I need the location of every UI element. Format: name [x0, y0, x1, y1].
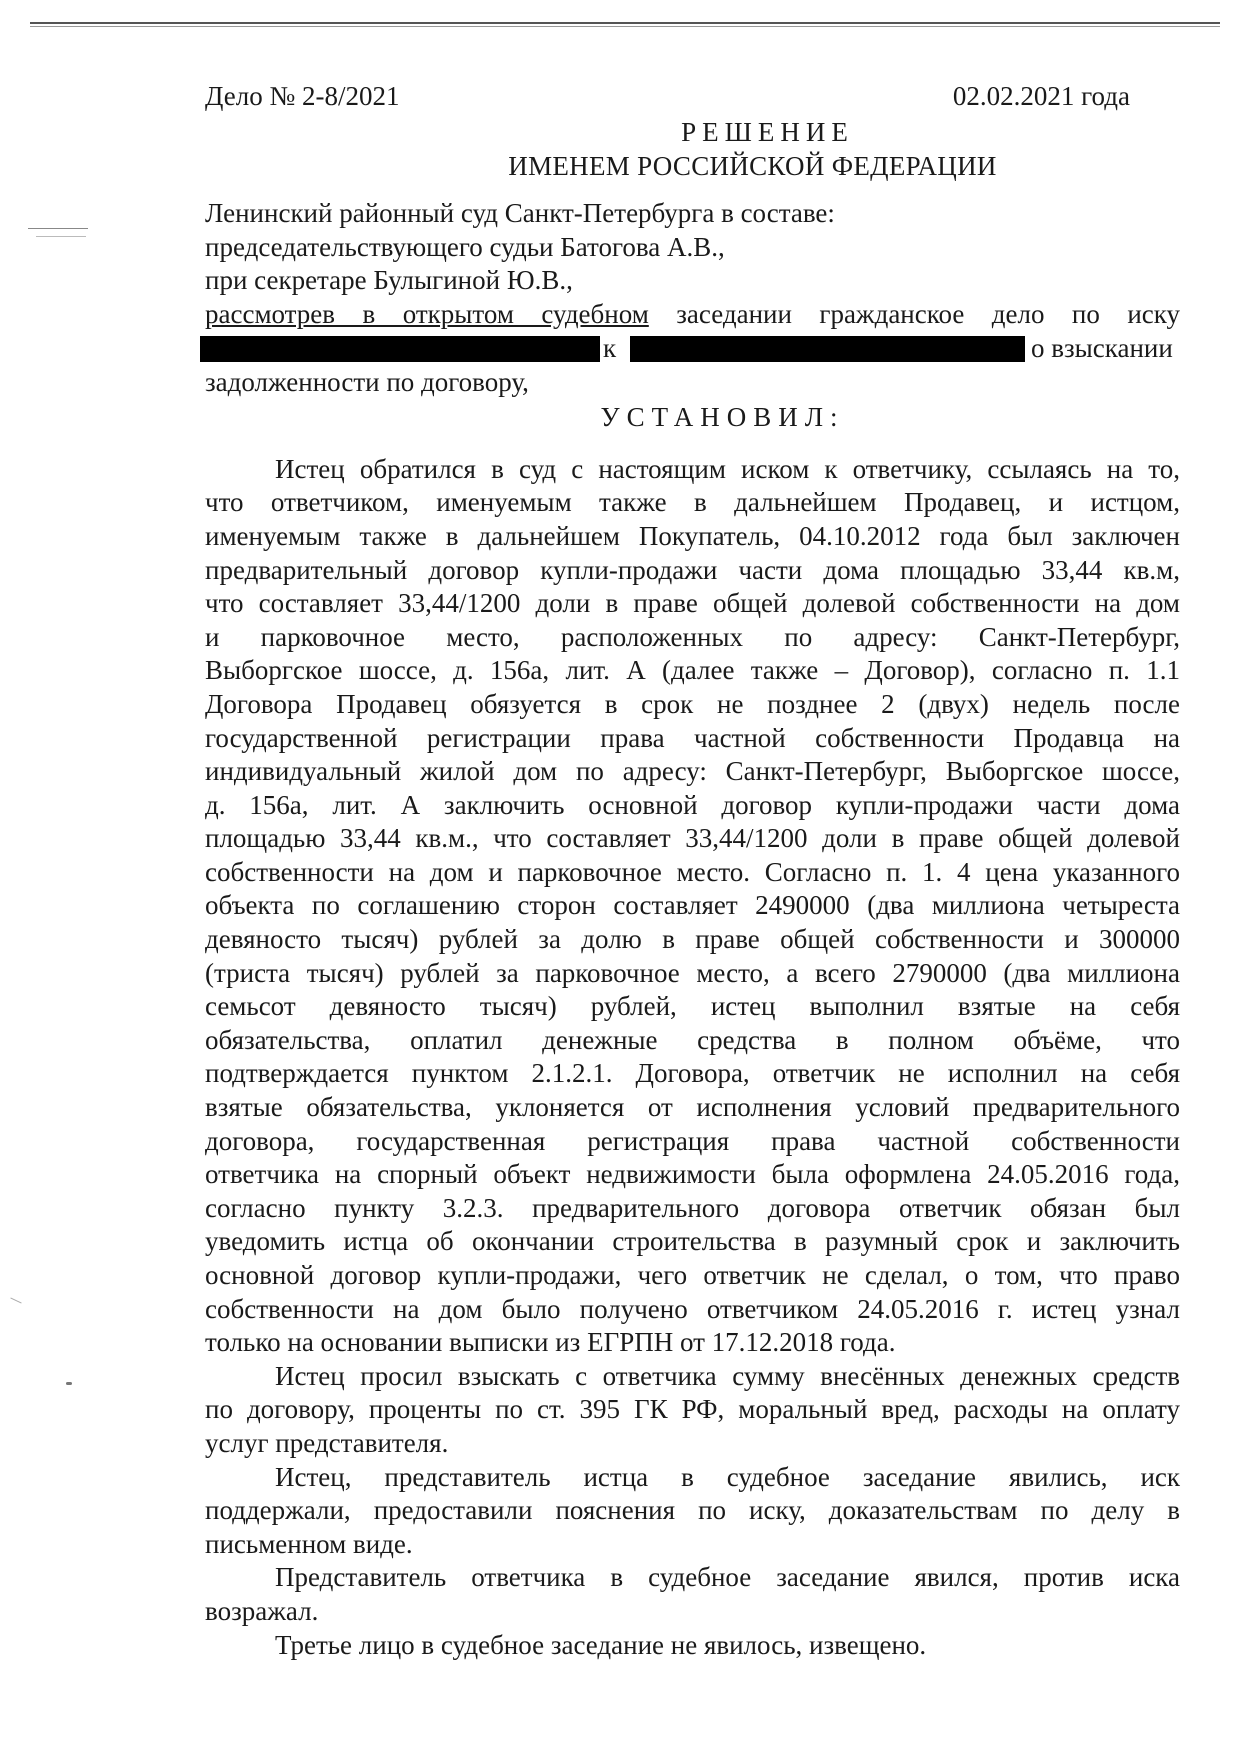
paragraph-line: согласно пункту 3.2.3. предварительного договора ответчик обязан был	[205, 1192, 1180, 1223]
judge-line: председательствующего судьи Батогова А.В.,	[205, 231, 725, 262]
parties-line	[205, 332, 1180, 366]
paragraph-line: Истец обратился в суд с настоящим иском к ответчику, ссылаясь на то,	[275, 453, 1180, 484]
paragraph-line: площадью 33,44 кв.м., что составляет 33,44/1200 доли в праве общей долевой	[205, 823, 1180, 854]
body-paragraph	[205, 1629, 1180, 1663]
document-subtitle: ИМЕНЕМ РОССИЙСКОЙ ФЕДЕРАЦИИ	[508, 150, 997, 181]
paragraph-line: и парковочное место, расположенных по адресу: Санкт-Петербург,	[205, 621, 1180, 652]
scan-edge-line-secondary	[30, 26, 1220, 27]
considered-line	[205, 298, 1180, 332]
paragraph-line: что ответчиком, именуемым также в дальнейшем Продавец, и истцом,	[205, 487, 1180, 518]
paragraph-line: Истец, представитель истца в судебное заседание явились, иск	[275, 1461, 1180, 1492]
body-paragraph	[205, 453, 1180, 1360]
parties-connector: к	[603, 332, 617, 363]
paragraph-line: собственности на дом было получено ответчиком 24.05.2016 г. истец узнал	[205, 1293, 1180, 1324]
body-paragraph	[205, 1561, 1180, 1628]
paragraph-line: что составляет 33,44/1200 доли в праве общей долевой собственности на дом	[205, 588, 1180, 619]
margin-mark	[28, 228, 88, 229]
paragraph-line: индивидуальный жилой дом по адресу: Санкт-Петербург, Выборгское шоссе,	[205, 756, 1180, 787]
intro-block	[205, 197, 1180, 399]
redaction-box-defendant	[630, 336, 1025, 362]
paragraph-line: собственности на дом и парковочное место. Согласно п. 1. 4 цена указанного	[205, 856, 1180, 887]
case-number: Дело № 2-8/2021	[205, 81, 400, 111]
paragraph-line: только на основании выписки из ЕГРПН от 17.12.2018 года.	[205, 1327, 896, 1358]
redaction-box-plaintiff	[200, 336, 600, 362]
paragraph-line: девяносто тысяч) рублей за долю в праве общей собственности и 300000	[205, 924, 1180, 955]
paragraph-line: договора, государственная регистрация права частной собственности	[205, 1125, 1180, 1156]
considered-text: рассмотрев в открытом судебном заседании гражданское дело по иску	[205, 298, 1180, 329]
paragraph-line: письменном виде.	[205, 1528, 413, 1559]
paragraph-line: Представитель ответчика в судебное заседание явился, против иска	[275, 1562, 1180, 1593]
decision-date: 02.02.2021 года	[952, 81, 1130, 111]
paragraph-line: основной договор купли-продажи, чего ответчик не сделал, о том, что право	[205, 1260, 1180, 1290]
paragraph-line: подтверждается пунктом 2.1.2.1. Договора, ответчик не исполнил на себя	[205, 1058, 1180, 1089]
scan-edge-line	[30, 22, 1220, 24]
paragraph-line: по договору, проценты по ст. 395 ГК РФ, моральный вред, расходы на оплату	[205, 1394, 1180, 1425]
paragraph-line: Договора Продавец обязуется в срок не позднее 2 (двух) недель после	[205, 688, 1180, 719]
document-page	[205, 80, 1180, 1662]
paragraph-line: объекта по соглашению сторон составляет 2490000 (два миллиона четыреста	[205, 890, 1180, 921]
body-paragraphs	[205, 453, 1180, 1662]
paragraph-line: д. 156а, лит. А заключить основной договор купли-продажи части дома	[205, 789, 1180, 820]
paragraph-line: Третье лицо в судебное заседание не явилось, извещено.	[275, 1629, 927, 1660]
paragraph-line: (триста тысяч) рублей за парковочное место, а всего 2790000 (два миллиона	[205, 957, 1180, 988]
paragraph-line: взятые обязательства, уклоняется от исполнения условий предварительного	[205, 1092, 1180, 1123]
paragraph-line: Истец просил взыскать с ответчика сумму внесённых денежных средств	[275, 1360, 1180, 1391]
paragraph-line: ответчика на спорный объект недвижимости была оформлена 24.05.2016 года,	[205, 1159, 1180, 1190]
body-paragraph	[205, 1461, 1180, 1562]
paragraph-line: обязательства, оплатил денежные средства в полном объёме, что	[205, 1024, 1180, 1055]
paragraph-line: Выборгское шоссе, д. 156а, лит. А (далее также – Договор), согласно п. 1.1	[205, 655, 1180, 686]
margin-mark	[36, 236, 86, 237]
margin-mark	[10, 1298, 21, 1304]
established-heading: УСТАНОВИЛ:	[600, 402, 845, 433]
paragraph-line: государственной регистрации права частной собственности Продавца на	[205, 722, 1180, 753]
paragraph-line: предварительный договор купли-продажи части дома площадью 33,44 кв.м,	[205, 554, 1180, 585]
document-header	[205, 80, 1180, 116]
paragraph-line: уведомить истца об окончании строительства в разумный срок и заключить	[205, 1226, 1180, 1257]
subject-end-line: задолженности по договору,	[205, 366, 529, 397]
paragraph-line: семьсот девяносто тысяч) рублей, истец выполнил взятые на себя	[205, 991, 1180, 1022]
body-paragraph	[205, 1360, 1180, 1461]
paragraph-line: поддержали, предоставили пояснения по иску, доказательствам по делу в	[205, 1495, 1180, 1526]
margin-dot	[66, 1382, 72, 1385]
court-line: Ленинский районный суд Санкт-Петербурга в составе:	[205, 198, 835, 229]
subject-tail: о взыскании	[1031, 332, 1173, 363]
secretary-line: при секретаре Булыгиной Ю.В.,	[205, 265, 573, 296]
paragraph-line: услуг представителя.	[205, 1427, 449, 1458]
paragraph-line: именуемым также в дальнейшем Покупатель, 04.10.2012 года был заключен	[205, 520, 1180, 551]
paragraph-line: возражал.	[205, 1595, 319, 1626]
document-title: РЕШЕНИЕ	[681, 117, 854, 147]
